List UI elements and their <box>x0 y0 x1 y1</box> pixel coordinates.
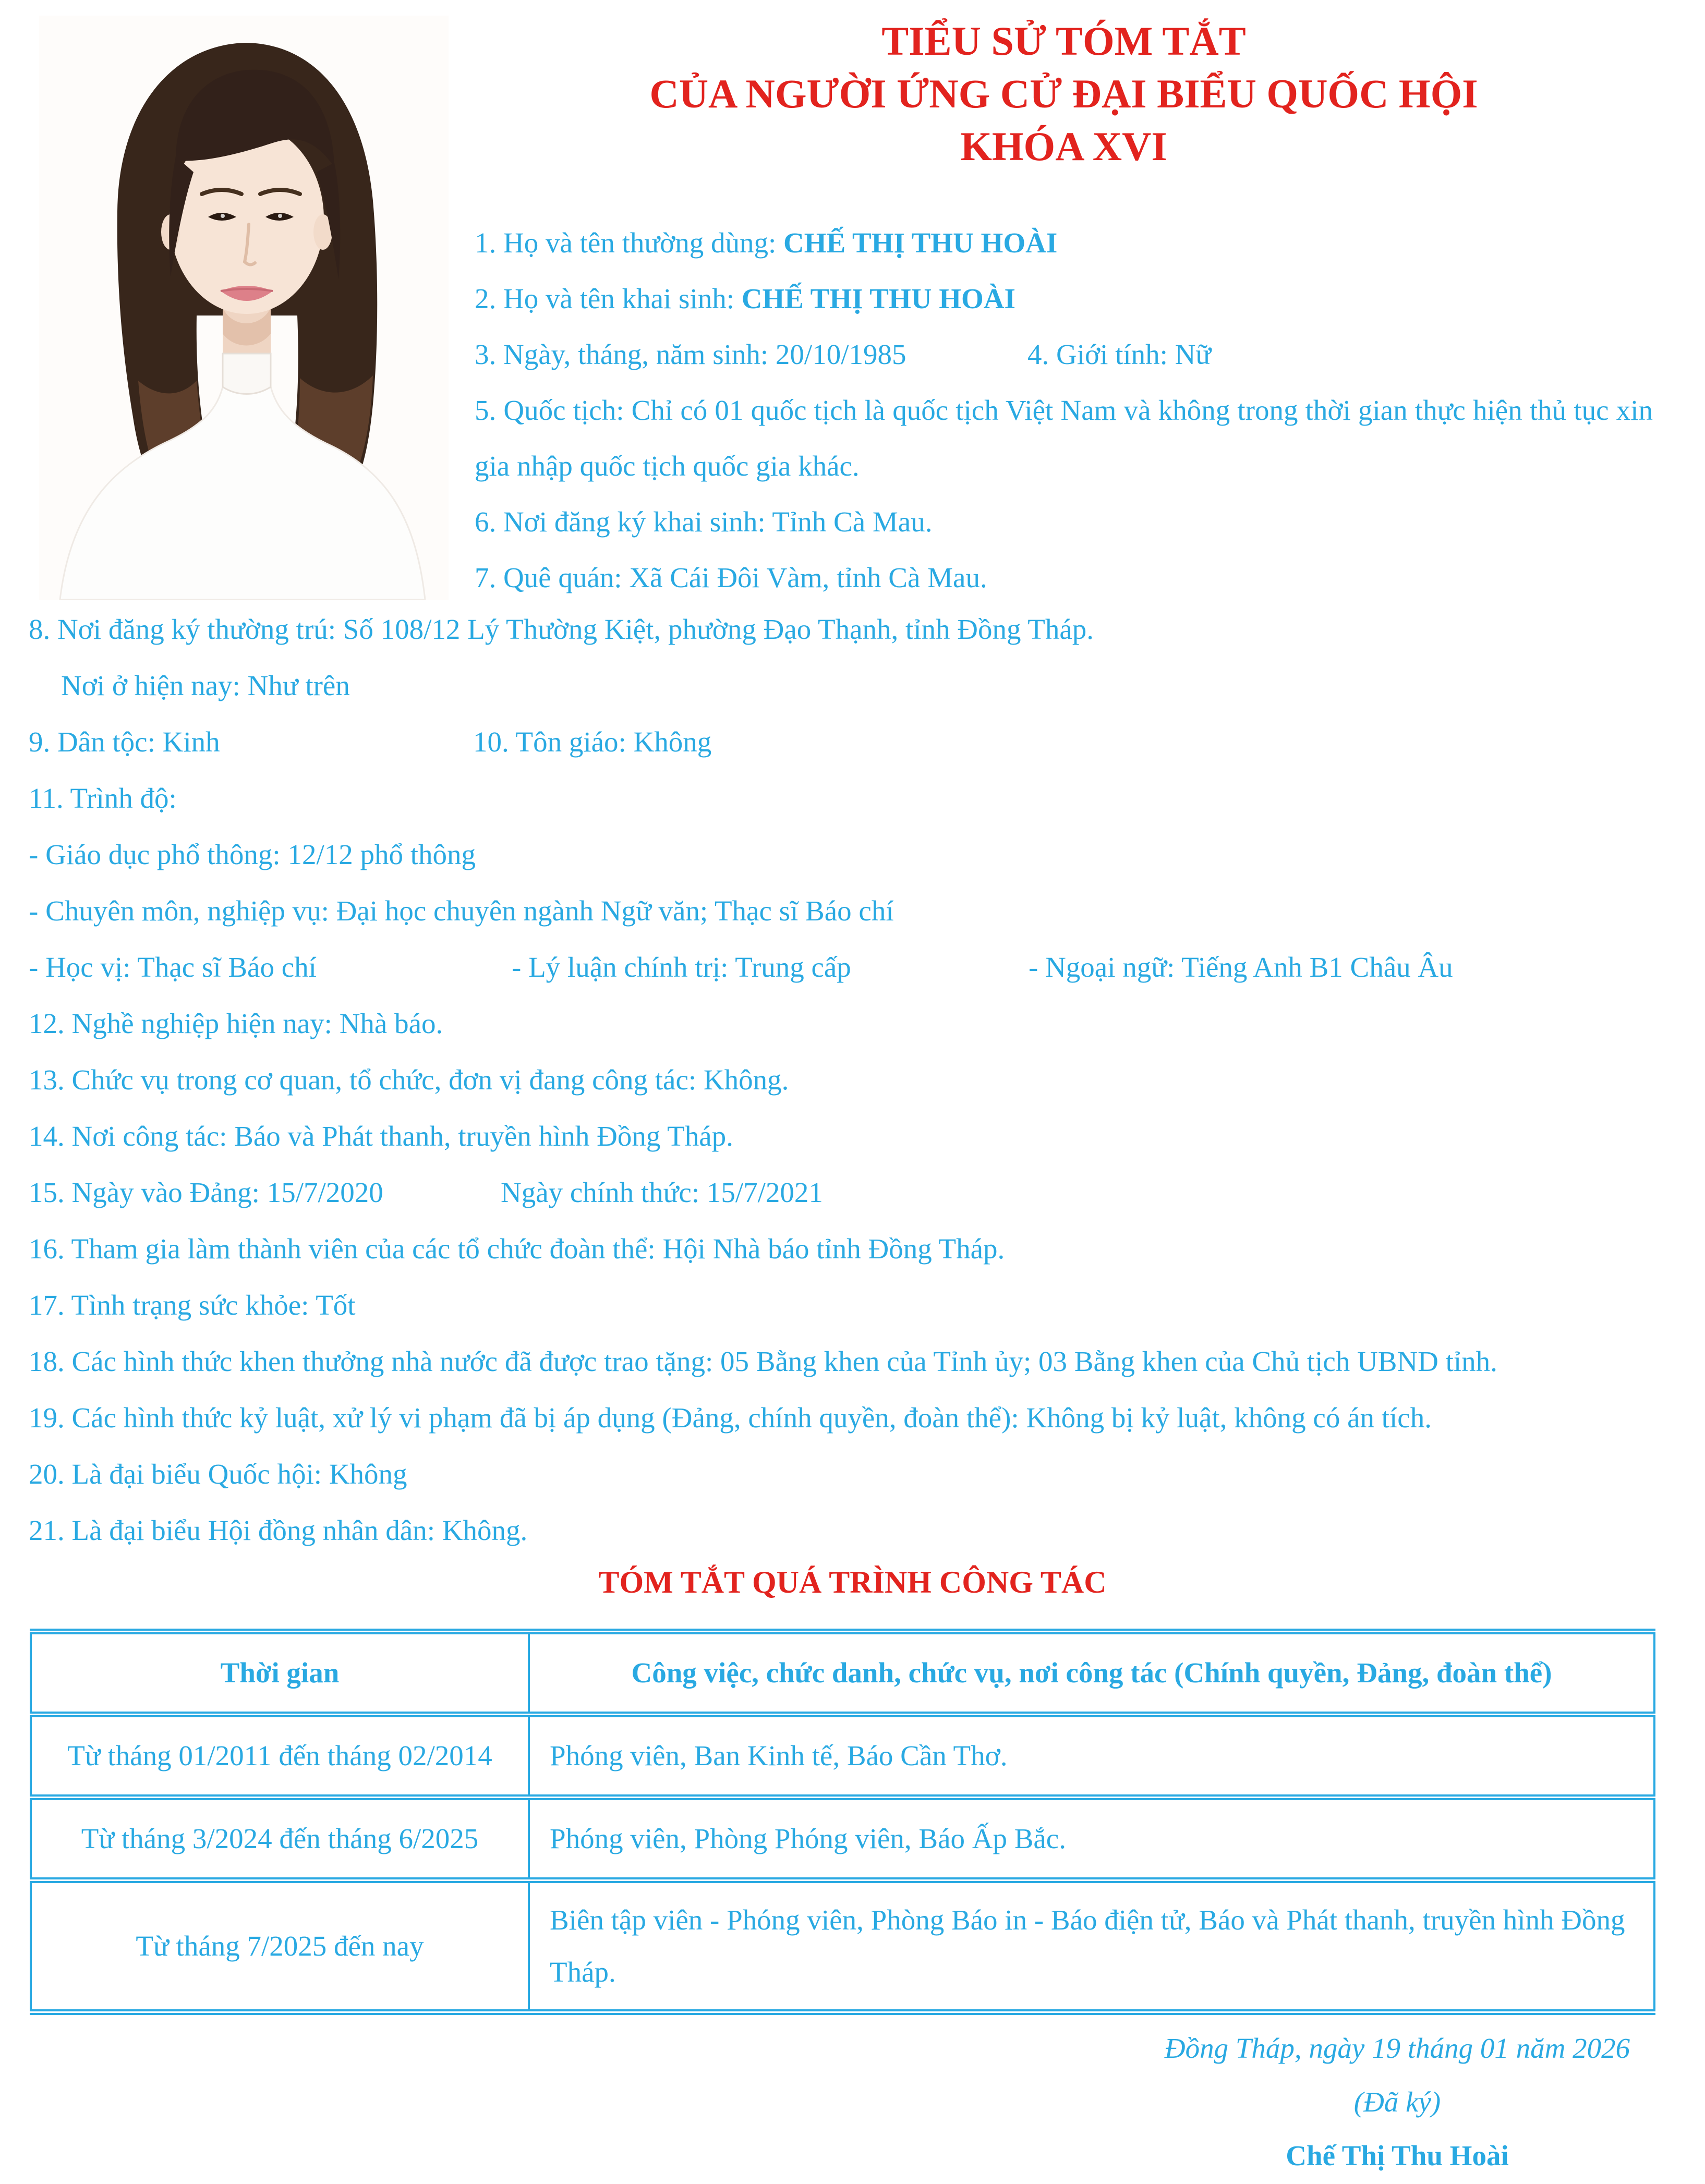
common-name-value: CHẾ THỊ THU HOÀI <box>783 227 1058 259</box>
title-line-2: CỦA NGƯỜI ỨNG CỬ ĐẠI BIỂU QUỐC HỘI <box>649 71 1478 116</box>
info-item-1 <box>475 215 1653 271</box>
personal-info-top <box>475 215 1653 605</box>
info-item-3-4 <box>475 326 1653 382</box>
info-item-15 <box>29 1164 1653 1221</box>
info-item-2 <box>475 271 1653 326</box>
info-item-8b: Nơi ở hiện nay: Như trên <box>61 670 350 701</box>
title-line-1: TIỂU SỬ TÓM TẮT <box>881 18 1246 64</box>
career-table-header-row <box>31 1632 1654 1715</box>
candidate-photo <box>39 16 449 600</box>
signature-place-date: Đồng Tháp, ngày 19 tháng 01 năm 2026 <box>1164 2032 1630 2064</box>
career-row-3-job: Biên tập viên - Phóng viên, Phòng Báo in - Báo điện tử, Báo và Phát thanh, truyền hình Đồng Tháp. <box>529 1880 1654 2012</box>
table-row <box>31 1798 1654 1880</box>
foreign-language-item: - Ngoại ngữ: Tiếng Anh B1 Châu Âu <box>1029 951 1453 983</box>
career-row-3-time: Từ tháng 7/2025 đến nay <box>31 1880 529 2012</box>
info-item-17: 17. Tình trạng sức khỏe: Tốt <box>29 1289 356 1321</box>
signature-signed-note: (Đã ký) <box>1353 2086 1441 2118</box>
political-theory-item: - Lý luận chính trị: Trung cấp <box>512 951 851 983</box>
info-item-6: 6. Nơi đăng ký khai sinh: Tỉnh Cà Mau. <box>475 506 933 538</box>
info-item-19: 19. Các hình thức kỷ luật, xử lý vi phạm đã bị áp dụng (Đảng, chính quyền, đoàn thể): Không bị kỷ luật, không có án tích. <box>29 1402 1432 1434</box>
degree-item: - Học vị: Thạc sĩ Báo chí <box>29 951 317 983</box>
career-col-time-header: Thời gian <box>31 1632 529 1715</box>
info-item-14: 14. Nơi công tác: Báo và Phát thanh, truyền hình Đồng Tháp. <box>29 1120 733 1152</box>
career-section-heading: TÓM TẮT QUÁ TRÌNH CÔNG TÁC <box>598 1565 1107 1599</box>
career-col-job-header: Công việc, chức danh, chức vụ, nơi công tác (Chính quyền, Đảng, đoàn thể) <box>529 1632 1654 1715</box>
info-item-9-10 <box>29 714 1653 770</box>
party-join-date-item: 15. Ngày vào Đảng: 15/7/2020 <box>29 1176 383 1208</box>
career-row-2-time: Từ tháng 3/2024 đến tháng 6/2025 <box>31 1798 529 1880</box>
ethnicity-item: 9. Dân tộc: Kinh <box>29 726 220 758</box>
table-row <box>31 1880 1654 2012</box>
portrait-illustration <box>39 16 449 600</box>
personal-info-main <box>29 601 1653 1559</box>
info-item-11: 11. Trình độ: <box>29 782 177 814</box>
info-item-5: 5. Quốc tịch: Chỉ có 01 quốc tịch là quốc tịch Việt Nam và không trong thời gian thực hiện thủ tục xin gia nhập quốc tịch quốc gia khác. <box>475 394 1653 482</box>
info-item-1-label: 1. Họ và tên thường dùng: <box>475 227 784 259</box>
title-line-3: KHÓA XVI <box>960 124 1167 169</box>
party-official-date-item: Ngày chính thức: 15/7/2021 <box>501 1176 823 1208</box>
career-row-1-job: Phóng viên, Ban Kinh tế, Báo Cần Thơ. <box>529 1715 1654 1798</box>
signature-block <box>1139 2021 1655 2182</box>
info-item-20: 20. Là đại biểu Quốc hội: Không <box>29 1458 407 1490</box>
info-item-8: 8. Nơi đăng ký thường trú: Số 108/12 Lý Thường Kiệt, phường Đạo Thạnh, tỉnh Đồng Tháp. <box>29 613 1094 645</box>
career-history-table <box>30 1629 1655 2015</box>
table-row <box>31 1715 1654 1798</box>
info-item-11a: - Giáo dục phổ thông: 12/12 phổ thông <box>29 839 476 870</box>
birth-date-item: 3. Ngày, tháng, năm sinh: 20/10/1985 <box>475 338 906 370</box>
career-row-1-time: Từ tháng 01/2011 đến tháng 02/2014 <box>31 1715 529 1798</box>
info-item-7: 7. Quê quán: Xã Cái Đôi Vàm, tỉnh Cà Mau. <box>475 562 987 593</box>
info-item-12: 12. Nghề nghiệp hiện nay: Nhà báo. <box>29 1008 443 1039</box>
career-row-2-job: Phóng viên, Phòng Phóng viên, Báo Ấp Bắc. <box>529 1798 1654 1880</box>
info-item-21: 21. Là đại biểu Hội đồng nhân dân: Không. <box>29 1514 528 1546</box>
info-item-13: 13. Chức vụ trong cơ quan, tổ chức, đơn vị đang công tác: Không. <box>29 1064 789 1096</box>
signature-name: Chế Thị Thu Hoài <box>1286 2140 1509 2171</box>
info-item-18: 18. Các hình thức khen thưởng nhà nước đã được trao tặng: 05 Bằng khen của Tỉnh ủy; 03 Bằng khen của Chủ tịch UBND tỉnh. <box>29 1345 1497 1377</box>
religion-item: 10. Tôn giáo: Không <box>473 726 712 758</box>
birth-name-value: CHẾ THỊ THU HOÀI <box>741 283 1015 314</box>
info-item-11c-e <box>29 939 1653 996</box>
info-item-16: 16. Tham gia làm thành viên của các tổ chức đoàn thể: Hội Nhà báo tỉnh Đồng Tháp. <box>29 1233 1005 1265</box>
info-item-2-label: 2. Họ và tên khai sinh: <box>475 283 742 314</box>
document-title <box>475 15 1653 173</box>
gender-item: 4. Giới tính: Nữ <box>1027 338 1212 370</box>
info-item-11b: - Chuyên môn, nghiệp vụ: Đại học chuyên ngành Ngữ văn; Thạc sĩ Báo chí <box>29 895 894 927</box>
